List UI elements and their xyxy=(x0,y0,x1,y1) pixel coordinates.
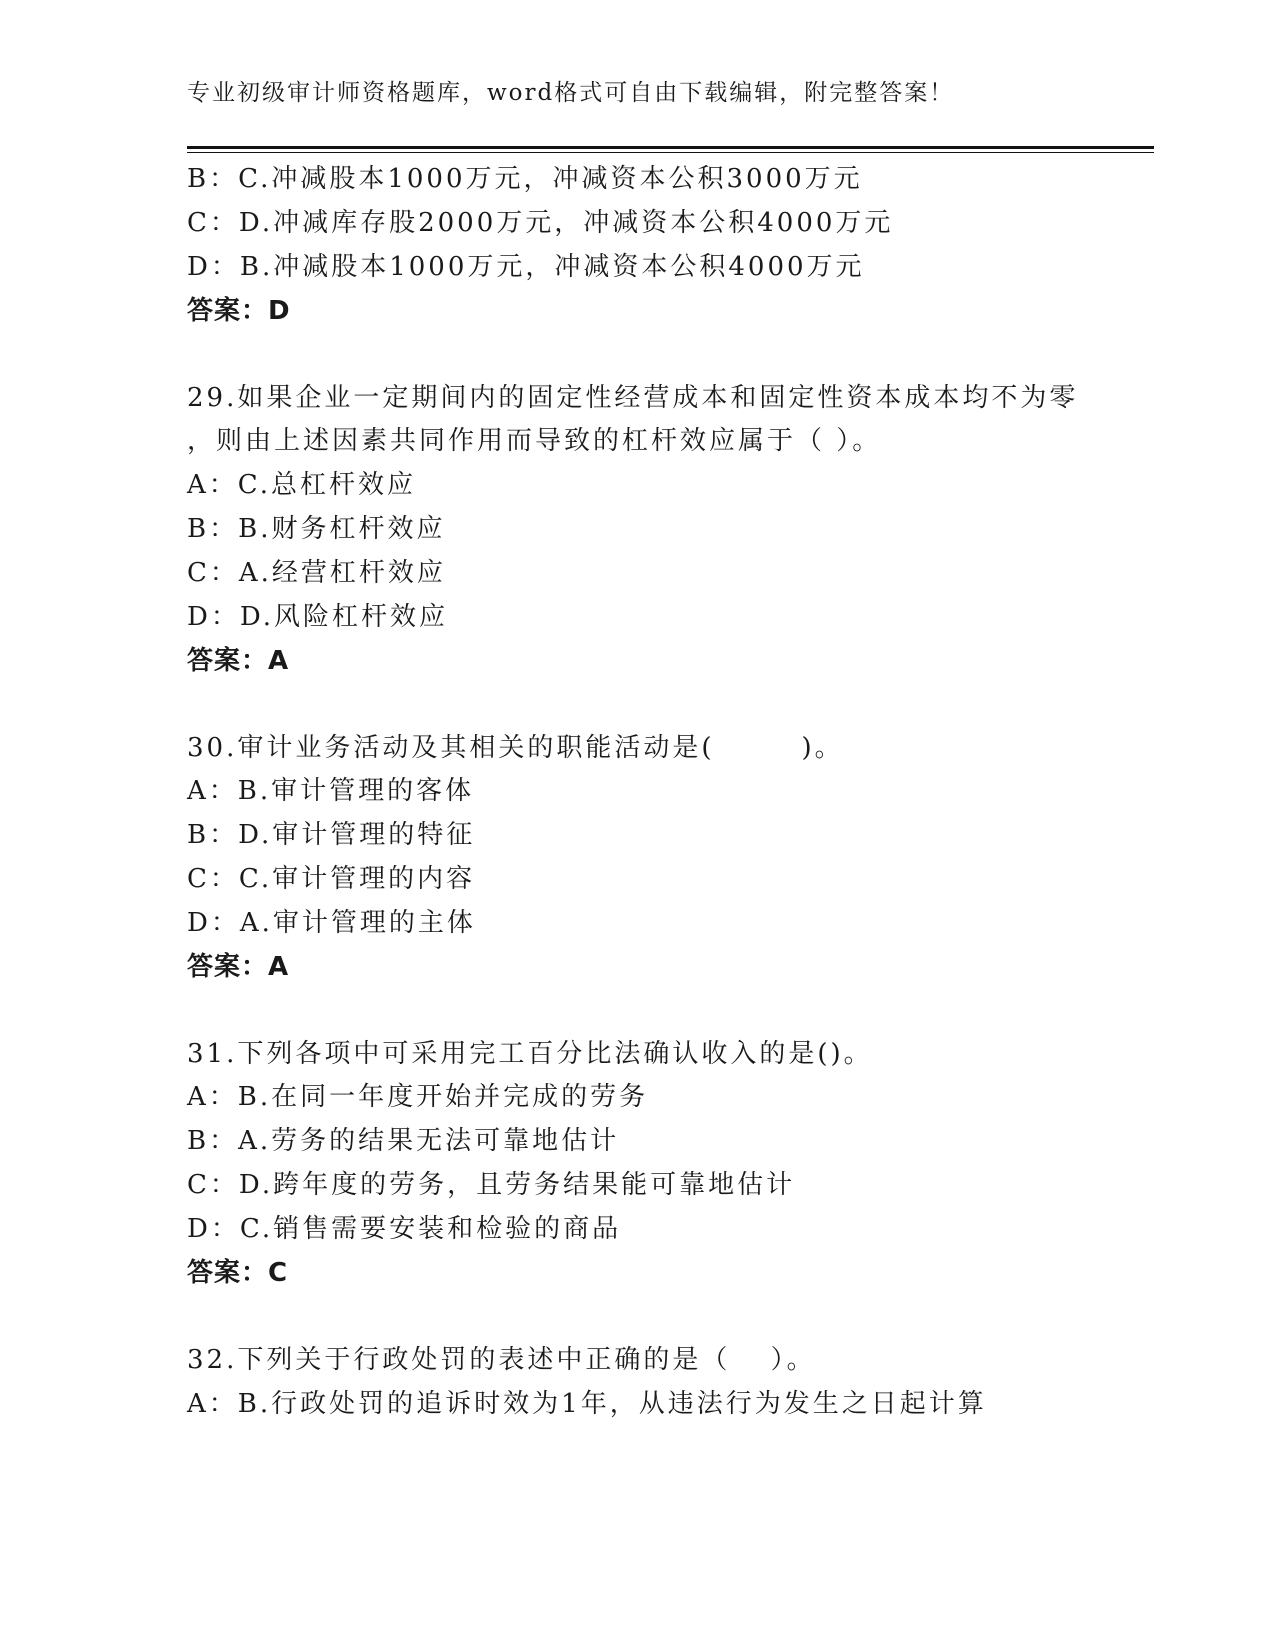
q30-answer: 答案：A xyxy=(187,952,290,982)
q28-option-c: C：D.冲减库存股2000万元，冲减资本公积4000万元 xyxy=(187,208,894,238)
q28-option-b: B：C.冲减股本1000万元，冲减资本公积3000万元 xyxy=(187,164,863,194)
q29-answer: 答案：A xyxy=(187,646,290,676)
q31-answer: 答案：C xyxy=(187,1258,289,1288)
q30-question: 30.审计业务活动及其相关的职能活动是( )。 xyxy=(187,733,844,763)
q31-option-b: B：A.劳务的结果无法可靠地估计 xyxy=(187,1126,620,1156)
q31-question: 31.下列各项中可采用完工百分比法确认收入的是()。 xyxy=(187,1039,873,1069)
q31-option-d: D：C.销售需要安装和检验的商品 xyxy=(187,1214,622,1244)
header-divider-thin xyxy=(187,152,1154,153)
q32-option-a: A：B.行政处罚的追诉时效为1年，从违法行为发生之日起计算 xyxy=(187,1389,987,1419)
q29-question-line-2: ，则由上述因素共同作用而导致的杠杆效应属于（ ）。 xyxy=(187,426,882,456)
q29-option-b: B：B.财务杠杆效应 xyxy=(187,514,446,544)
q28-answer: 答案：D xyxy=(187,296,291,326)
q30-option-d: D：A.审计管理的主体 xyxy=(187,908,476,938)
q29-option-d: D：D.风险杠杆效应 xyxy=(187,602,449,632)
q31-option-a: A：B.在同一年度开始并完成的劳务 xyxy=(187,1082,649,1112)
q29-option-a: A：C.总杠杆效应 xyxy=(187,470,417,500)
page-header: 专业初级审计师资格题库，word格式可自由下载编辑，附完整答案！ xyxy=(187,80,955,106)
q30-option-c: C：C.审计管理的内容 xyxy=(187,864,476,894)
q29-option-c: C：A.经营杠杆效应 xyxy=(187,558,446,588)
header-divider-thick xyxy=(187,146,1154,149)
q32-question: 32.下列关于行政处罚的表述中正确的是（ ）。 xyxy=(187,1345,816,1375)
q31-option-c: C：D.跨年度的劳务，且劳务结果能可靠地估计 xyxy=(187,1170,796,1200)
q29-question-line-1: 29.如果企业一定期间内的固定性经营成本和固定性资本成本均不为零 xyxy=(187,383,1079,413)
q28-option-d: D：B.冲减股本1000万元，冲减资本公积4000万元 xyxy=(187,252,865,282)
q30-option-a: A：B.审计管理的客体 xyxy=(187,776,475,806)
q30-option-b: B：D.审计管理的特征 xyxy=(187,820,476,850)
